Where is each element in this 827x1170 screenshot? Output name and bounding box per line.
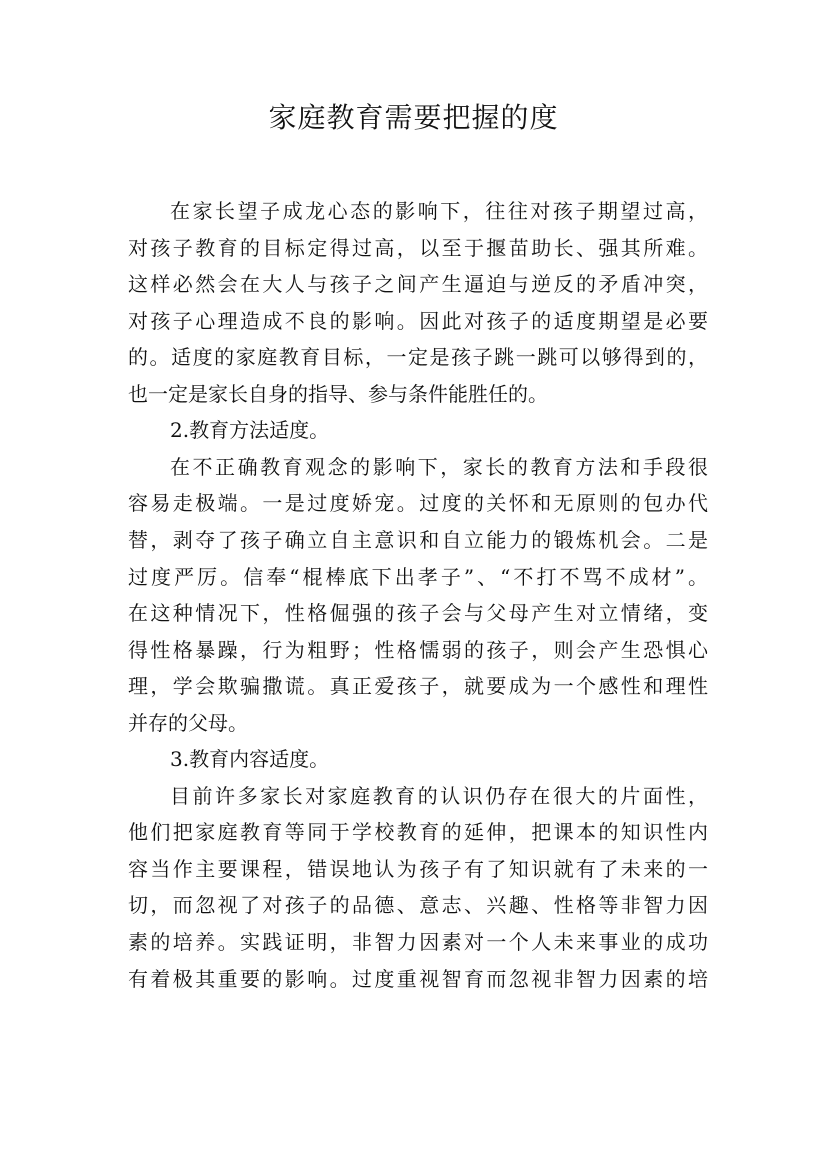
text-line: 替，剥夺了孩子确立自主意识和自立能力的锻炼机会。二是 [128, 528, 708, 552]
text-line: 切，而忽视了对孩子的品德、意志、兴趣、性格等非智力因 [128, 893, 708, 918]
text-line: 对孩子教育的目标定得过高，以至于揠苗助长、强其所难。 [128, 235, 708, 260]
text-line: 在不正确教育观念的影响下，家长的教育方法和手段很 [170, 454, 708, 479]
text-line: 素的培养。实践证明，非智力因素对一个人未来事业的成功 [128, 930, 708, 954]
text-line: 这样必然会在大人与孩子之间产生逼迫与逆反的矛盾冲突， [128, 272, 708, 297]
text-line: 2.教育方法适度。 [170, 418, 330, 443]
text-line: 也一定是家长自身的指导、参与条件能胜任的。 [128, 381, 548, 406]
text-line: 在这种情况下，性格倔强的孩子会与父母产生对立情绪，变 [128, 601, 708, 625]
document-title: 家庭教育需要把握的度 [268, 101, 559, 134]
text-line: 得性格暴躁，行为粗野；性格懦弱的孩子，则会产生恐惧心 [128, 637, 708, 662]
text-line: 的。适度的家庭教育目标，一定是孩子跳一跳可以够得到的， [128, 345, 708, 370]
text-line: 理，学会欺骗撒谎。真正爱孩子，就要成为一个感性和理性 [128, 674, 708, 699]
text-line: 容易走极端。一是过度娇宠。过度的关怀和无原则的包办代 [128, 491, 708, 516]
text-line: 他们把家庭教育等同于学校教育的延伸，把课本的知识性内 [128, 820, 708, 845]
text-line: 容当作主要课程，错误地认为孩子有了知识就有了未来的一 [128, 856, 708, 881]
text-line: 有着极其重要的影响。过度重视智育而忽视非智力因素的培 [128, 966, 708, 991]
text-line: 目前许多家长对家庭教育的认识仍存在很大的片面性， [170, 783, 708, 808]
text-line: 过度严厉。信奉“棍棒底下出孝子”、“不打不骂不成材”。 [128, 564, 708, 589]
text-line: 在家长望子成龙心态的影响下，往往对孩子期望过高， [170, 199, 708, 223]
text-line: 对孩子心理造成不良的影响。因此对孩子的适度期望是必要 [128, 308, 708, 333]
text-line: 并存的父母。 [128, 710, 248, 735]
text-line: 3.教育内容适度。 [170, 747, 330, 772]
